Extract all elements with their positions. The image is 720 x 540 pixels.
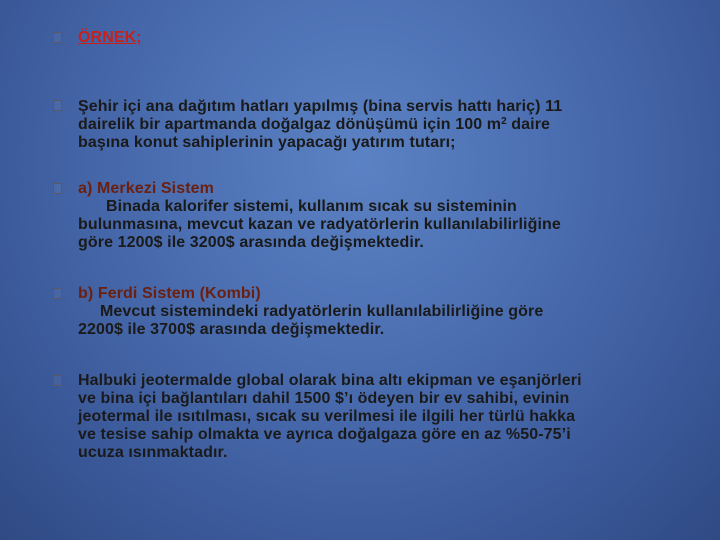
intro-line-3: başına konut sahiplerinin yapacağı yatırım tutarı; [78,134,456,151]
geothermal-line-3: jeotermal ile ısıtılması, sıcak su verilmesi ile ilgili her türlü hakka [78,408,576,425]
square-bullet-icon [50,98,64,112]
example-heading-item [78,29,678,47]
central-system-line-3: göre 1200$ ile 3200$ arasında değişmektedir. [78,234,424,251]
square-bullet-icon [50,181,64,195]
individual-system-line-1: Mevcut sistemindeki radyatörlerin kullanılabilirliğine göre [100,303,544,320]
central-system-item [78,180,678,252]
individual-system-line-2: 2200$ ile 3700$ arasında değişmektedir. [78,321,385,338]
central-system-line-2: bulunmasına, mevcut kazan ve radyatörlerin kullanılabilirliğine [78,216,561,233]
square-bullet-icon [50,286,64,300]
individual-system-title: b) Ferdi Sistem (Kombi) [78,285,261,302]
geothermal-line-5: ucuza ısınmaktadır. [78,444,228,461]
geothermal-line-2: ve bina içi bağlantıları dahil 1500 $’ı ödeyen bir ev sahibi, evinin [78,390,570,407]
individual-system-item [78,285,678,339]
intro-paragraph [78,98,678,152]
geothermal-paragraph [78,372,678,462]
intro-line-1: Şehir içi ana dağıtım hatları yapılmış (bina servis hattı hariç) 11 [78,98,563,115]
intro-line-2: dairelik bir apartmanda doğalgaz dönüşümü için 100 $m^2$ daire [78,116,551,133]
square-bullet-icon [50,373,64,387]
central-system-title: a) Merkezi Sistem [78,180,214,197]
geothermal-line-4: ve tesise sahip olmakta ve ayrıca doğalgaza göre en az %50-75’i [78,426,571,443]
geothermal-line-1: Halbuki jeotermalde global olarak bina altı ekipman ve eşanjörleri [78,372,582,389]
central-system-line-1: Binada kalorifer sistemi, kullanım sıcak su sisteminin [106,198,517,215]
superscript-2: 2 [501,116,507,127]
square-bullet-icon [50,30,64,44]
example-heading: ÖRNEK; [78,29,142,46]
